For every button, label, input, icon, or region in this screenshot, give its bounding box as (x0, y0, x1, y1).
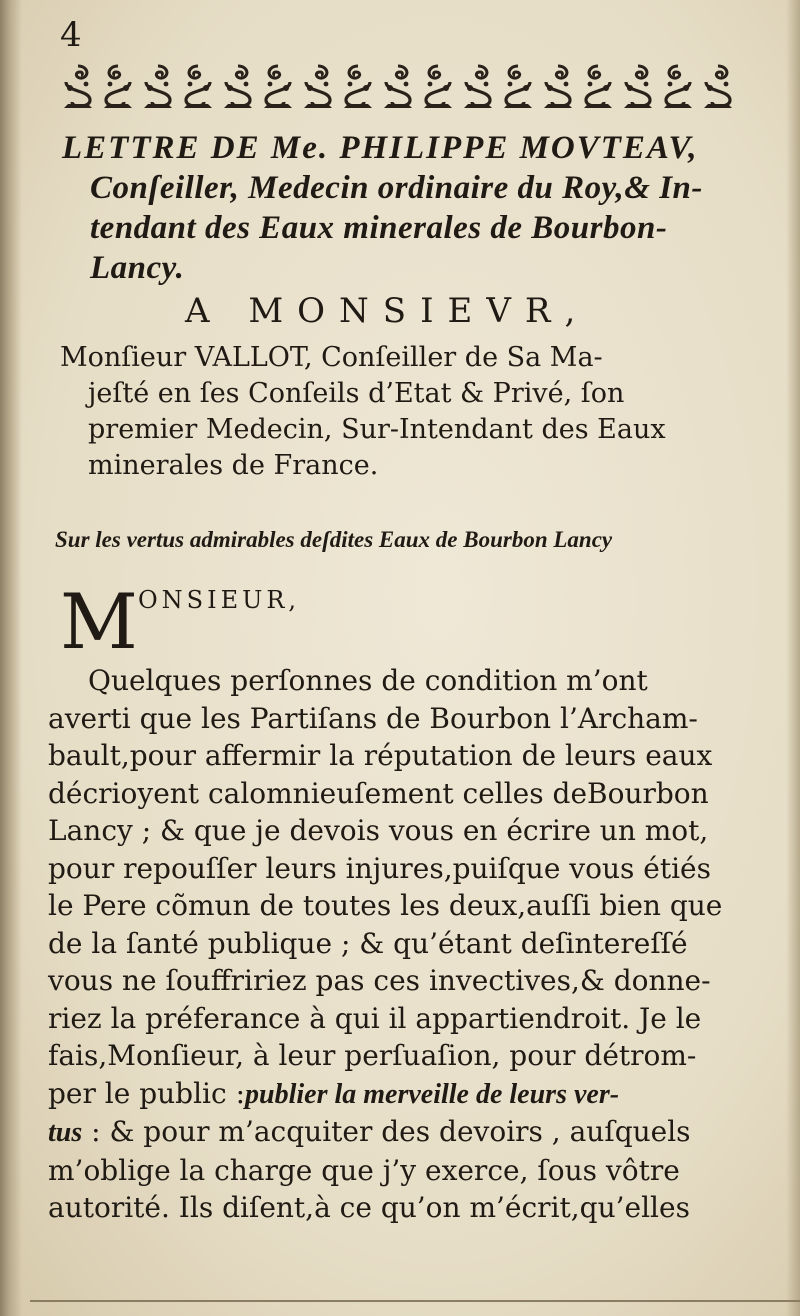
body-line: le Pere cõmun de toutes les deux,auſſi bien que (48, 889, 723, 922)
page-number: 4 (60, 15, 82, 55)
addressee-heading: A MONSIEVR, (185, 291, 590, 331)
body-line: pour repouſſer leurs injures,puiſque vous étiés (48, 851, 711, 885)
fleuron-ornament (98, 62, 138, 112)
recipient-block (60, 340, 740, 484)
recipient-line: Monſieur VALLOT, Conſeiller de Sa Ma- (60, 342, 603, 373)
fleuron-ornament (298, 62, 338, 112)
letter-body (48, 662, 748, 1227)
fleuron-ornament (178, 62, 218, 112)
body-line: averti que les Partiſans de Bourbon l’Archam- (48, 701, 698, 735)
title-line: LETTRE DE Me. PHILIPPE MOVTEAV, (62, 130, 699, 166)
title-line: Lancy. (90, 250, 185, 286)
body-line: Lancy ; & que je devois vous en écrire un mot, (48, 814, 709, 847)
fleuron-ornament (538, 62, 578, 112)
body-line: de la ſanté publique ; & qu’étant deſintereſſé (48, 926, 688, 960)
bottom-rule (30, 1300, 800, 1302)
recipient-line: jeſté en ſes Conſeils d’Etat & Privé, ſon (88, 378, 625, 409)
italic-emphasis: tus (48, 1117, 83, 1148)
fleuron-ornament (658, 62, 698, 112)
subject-line: Sur les vertus admirables deſdites Eaux de Bourbon Lancy (55, 527, 613, 552)
binding-gutter (0, 0, 22, 1316)
drop-cap: M (60, 577, 138, 666)
fleuron-ornament (458, 62, 498, 112)
body-line: bault,pour affermir la réputation de leurs eaux (48, 739, 713, 772)
letter-title (62, 128, 752, 288)
fleuron-ornament (138, 62, 178, 112)
body-line: riez la préferance à qui il appartiendroit. Je le (48, 1001, 702, 1035)
italic-emphasis: publier la merveille de leurs ver- (245, 1078, 620, 1110)
salutation-text: ONSIEUR, (138, 586, 301, 614)
fleuron-ornament (218, 62, 258, 112)
fleuron-ornament (258, 62, 298, 112)
body-line: vous ne ſouffririez pas ces invectives,& donne- (48, 964, 711, 997)
body-line: fais,Monſieur, à leur perſuaſion, pour détrom- (48, 1039, 697, 1072)
fleuron-ornament (378, 62, 418, 112)
fleuron-ornament (58, 62, 98, 112)
fleuron-ornament (698, 62, 738, 112)
fleuron-ornament (618, 62, 658, 112)
body-line: décrioyent calomnieuſement celles deBourbon (48, 776, 709, 810)
fleuron-ornament (498, 62, 538, 112)
body-line: Quelques perſonnes de condition m’ont (88, 664, 648, 697)
recipient-line: premier Medecin, Sur-Intendant des Eaux (88, 414, 666, 445)
body-text-segment: : & pour m’acquiter des devoirs , auſquels (82, 1115, 691, 1148)
title-line: tendant des Eaux minerales de Bourbon- (90, 210, 668, 246)
fleuron-ornament (578, 62, 618, 112)
recipient-line: minerales de France. (88, 450, 379, 481)
body-line: m’oblige la charge que j’y exerce, ſous vôtre (48, 1153, 680, 1187)
body-text-segment: per le public : (48, 1076, 246, 1110)
ornamental-border (58, 58, 738, 116)
body-line (48, 1075, 748, 1114)
body-line: autorité. Ils diſent,à ce qu’on m’écrit,qu’elles (48, 1191, 690, 1224)
title-line: Conſeiller, Medecin ordinaire du Roy,& In- (90, 170, 703, 206)
fleuron-ornament (418, 62, 458, 112)
fleuron-ornament (338, 62, 378, 112)
body-line (48, 1113, 748, 1152)
page-edge (786, 0, 800, 1316)
